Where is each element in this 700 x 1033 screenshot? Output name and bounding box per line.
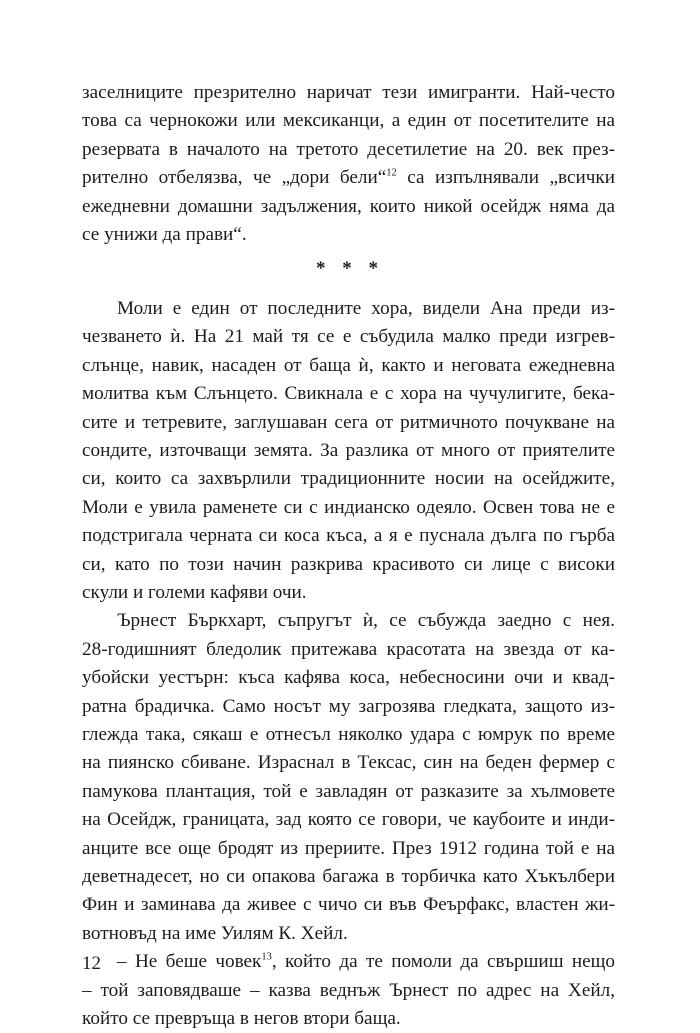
text-line-with-footnote <box>117 948 615 976</box>
text-line: ратна брадичка. Само носът му загрозява гледката, защото из- <box>82 695 615 717</box>
text-line: на пиянско сбиване. Израснал в Тексас, син на беден фермер с <box>82 752 615 774</box>
text-line: чезването ѝ. На 21 май тя се е събудила малко преди изгрев- <box>82 326 615 348</box>
text-line: – той заповядваше – казва веднъж Ърнест по адрес на Хейл, <box>82 979 615 1001</box>
text-line: подстригала черната си коса къса, а я е пуснала дълга по гърба <box>82 525 615 547</box>
text-line: Фин и заминава да живее с чичо си във Феърфакс, властен жи- <box>82 894 615 916</box>
text-line: деветнадесет, но си опакова багажа в торбичка като Хъкълбери <box>82 866 615 887</box>
text-line: на Осейдж, границата, зад която се говори, че каубоите и инди- <box>82 809 615 831</box>
text-line: това са чернокожи или мексиканци, а един от посетителите на <box>82 110 615 132</box>
text-line: Ърнест Бъркхарт, съпругът ѝ, се събужда заедно с нея. <box>117 610 615 632</box>
text-fragment: , който да те помоли да свършиш нещо <box>271 951 615 973</box>
section-separator: * * * <box>316 258 384 279</box>
text-line: Моли е увила раменете си с индианско одеяло. Освен това не е <box>82 496 615 518</box>
text-line: се унижи да прави“. <box>82 224 247 245</box>
text-line: памукова плантация, той е завладян от разказите за хълмовете <box>82 780 615 802</box>
text-line: глежда така, сякаш е отнесъл няколко удара с юмрук по време <box>82 724 615 745</box>
footnote-reference: 13 <box>261 951 272 963</box>
text-line: сите и тетревите, заглушаван сега от ритмичното почукване на <box>82 411 615 433</box>
text-line: убойски уестърн: къса кафява коса, небесносини очи и квад- <box>82 667 615 689</box>
text-line-with-footnote <box>82 164 615 192</box>
text-line: си, като по този начин разкрива красивото си лице с високи <box>82 553 615 575</box>
text-line: който се превръща в негов втори баща. <box>82 1008 401 1029</box>
footnote-reference: 12 <box>386 167 397 179</box>
text-line: анците все още бродят из прериите. През 1912 година той е на <box>82 837 615 859</box>
text-line: 28-годишният бледолик притежава красотата на звезда от ка- <box>82 638 615 660</box>
text-line: резервата в началото на третото десетилетие на 20. век през- <box>82 138 615 160</box>
text-line: заселниците презрително наричат тези имигранти. Най-често <box>82 82 615 103</box>
text-fragment: – Не беше човек <box>117 951 262 973</box>
text-line: вотновъд на име Уилям К. Хейл. <box>82 922 348 944</box>
text-line: сондите, източващи земята. За разлика от много от приятелите <box>82 440 615 461</box>
page-number: 12 <box>82 953 101 974</box>
text-fragment: са изпълнявали „всички <box>396 167 615 189</box>
text-fragment: рително отбелязва, че „дори бели“ <box>82 167 387 189</box>
text-line: ежедневни домашни задължения, които никой осейдж няма да <box>82 195 615 217</box>
text-line: си, които са захвърлили традиционните носии на осейджите, <box>82 468 615 490</box>
text-line: слънце, навик, насаден от баща ѝ, както и неговата ежедневна <box>82 354 615 376</box>
text-line: скули и големи кафяви очи. <box>82 582 307 603</box>
text-line: молитва към Слънцето. Свикнала е с хора на чучулигите, бека- <box>82 383 615 405</box>
text-line: Моли е един от последните хора, видели Ана преди из- <box>117 298 615 319</box>
